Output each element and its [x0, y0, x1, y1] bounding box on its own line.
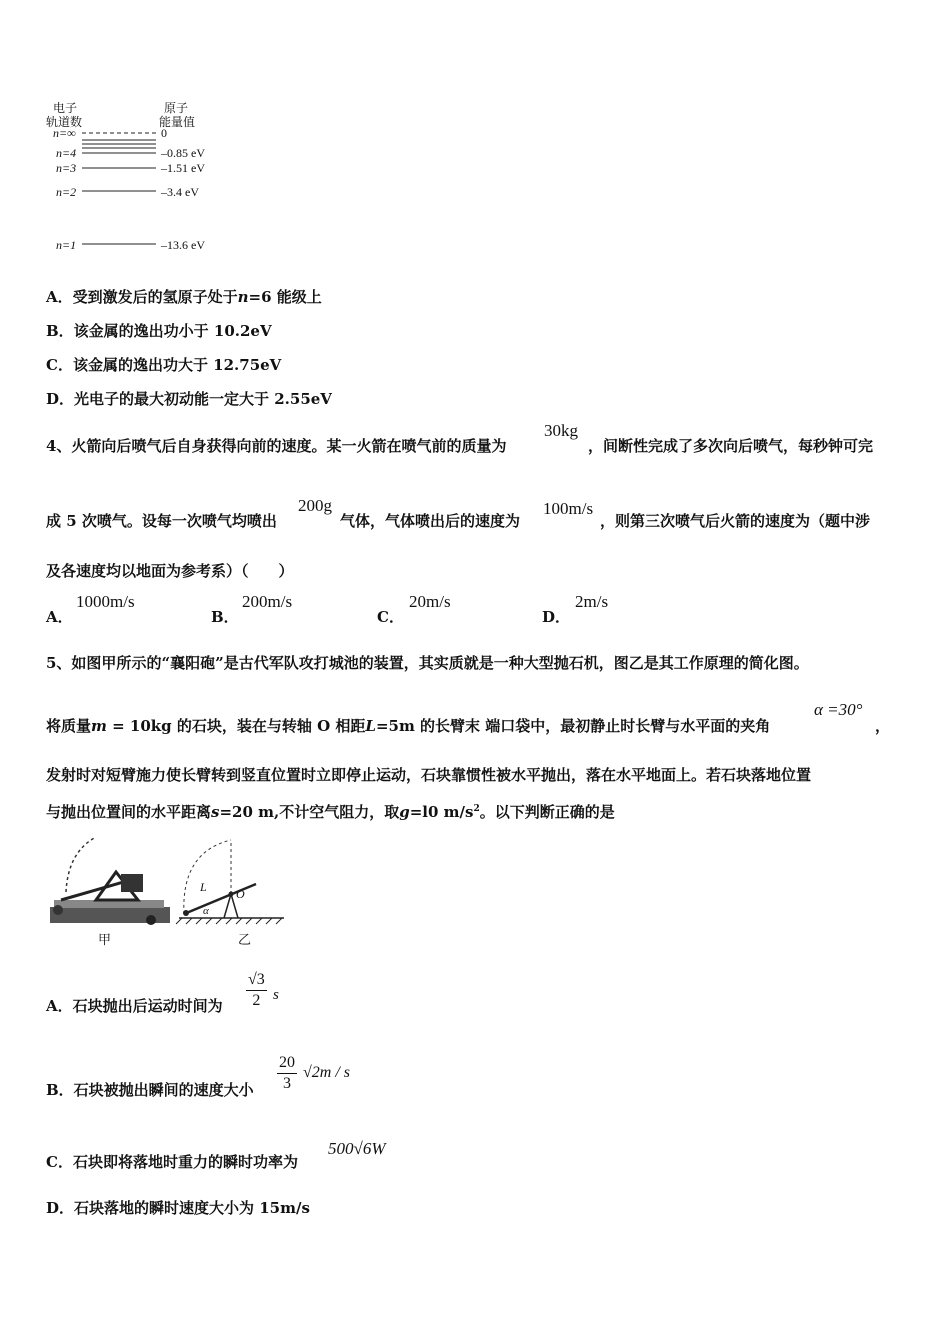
q5-line2-tail: ，: [875, 717, 891, 735]
q5-option-a-num: √3: [246, 970, 267, 991]
q4-gas-speed: 100m/s: [543, 499, 594, 518]
q4-line3: 及各速度均以地面为参考系）（ ）: [46, 562, 294, 580]
q5-line4-b: =20 m,不计空气阻力，取: [219, 803, 400, 821]
level-e-1: –13.6 eV: [161, 238, 205, 252]
q4-line2-head: 成 5 次喷气。设每一次喷气均喷出: [46, 512, 277, 530]
q3-option-a: [46, 286, 322, 307]
diagram-left-header-2: 轨道数: [46, 115, 83, 129]
q5-line4: [46, 801, 615, 822]
q5-line4-a: 与抛出位置间的水平距离: [46, 803, 212, 821]
q4-option-d-value: 2m/s: [575, 592, 609, 611]
diagram-right-header-2: 能量值: [159, 115, 196, 129]
q5-option-c: C．石块即将落地时重力的瞬时功率为: [46, 1153, 298, 1171]
figure-yi-diagram: [176, 840, 284, 924]
energy-level-lines: [80, 125, 160, 255]
q4-line1: 4、火箭向后喷气后自身获得向前的速度。某一火箭在喷气前的质量为: [46, 437, 507, 455]
q5-line2-c: =5m 的长臂末 端口袋中，最初静止时长臂与水平面的夹角: [375, 717, 771, 735]
q4-mass: 30kg: [544, 421, 578, 440]
q5-option-d: D．石块落地的瞬时速度大小为 15m/s: [46, 1199, 310, 1217]
q4-line2-tail: ，则第三次喷气后火箭的速度为（题中涉: [600, 512, 871, 530]
level-e-4: –0.85 eV: [161, 146, 205, 160]
trebuchet-figure: [46, 832, 291, 947]
fig-caption-jia: 甲: [98, 932, 112, 947]
q5-option-a: A．石块抛出后运动时间为: [46, 997, 223, 1015]
level-n-4: n=4: [56, 146, 77, 160]
q3-option-b: B．该金属的逸出功小于 10.2eV: [46, 322, 272, 340]
q4-option-c-value: 20m/s: [409, 592, 451, 611]
q5-option-b: B．石块被抛出瞬间的速度大小: [46, 1081, 254, 1099]
q3-option-a-var: n: [237, 288, 249, 306]
q5-option-b-fraction: [277, 1053, 297, 1094]
fig-label-O: O: [236, 887, 245, 901]
q5-line4-g: g: [399, 803, 410, 821]
diagram-right-header-1: 原子: [164, 101, 189, 115]
level-n-2: n=2: [56, 185, 77, 199]
q4-option-b-value: 200m/s: [242, 592, 293, 611]
q5-line4-sup: 2: [473, 804, 480, 814]
q5-option-b-den: 3: [283, 1075, 291, 1092]
q5-line4-d: 。以下判断正确的是: [479, 803, 615, 821]
q3-option-a-text: A．受到激发后的氢原子处于: [46, 288, 238, 306]
q5-option-a-den: 2: [252, 992, 261, 1009]
q5-line4-c: =l0 m/s: [409, 803, 474, 821]
q5-line2-m: m: [91, 717, 107, 735]
level-n-3: n=3: [56, 161, 77, 175]
q3-option-a-tail: =6 能级上: [248, 288, 322, 306]
q4-option-a-value: 1000m/s: [76, 592, 135, 611]
q5-line2-b: = 10kg 的石块，装在与转轴 O 相距: [106, 717, 366, 735]
q4-option-a-label: A．: [46, 608, 73, 626]
q4-line2-mid: 气体，气体喷出后的速度为: [340, 512, 521, 530]
q5-option-a-unit: s: [273, 987, 279, 1003]
q5-angle: α =30°: [814, 700, 863, 719]
q5-option-c-value: 500√6W: [328, 1139, 386, 1158]
q4-option-b-label: B．: [211, 608, 239, 626]
level-e-2: –3.4 eV: [161, 185, 199, 199]
level-n-inf: n=∞: [53, 126, 76, 140]
figure-jia-trebuchet: [50, 837, 170, 925]
q5-line1: 5、如图甲所示的“襄阳砲”是古代军队攻打城池的装置，其实质就是一种大型抛石机，图乙是其工作原理的简化图。: [46, 654, 809, 672]
q5-option-a-fraction: [246, 970, 267, 1011]
diagram-left-header-1: 电子: [53, 101, 78, 115]
q4-line1-tail: ，间断性完成了多次向后喷气，每秒钟可完: [588, 437, 874, 455]
q5-line2: [46, 715, 770, 736]
q3-option-c: C．该金属的逸出功大于 12.75eV: [46, 356, 282, 374]
q3-option-d: D．光电子的最大初动能一定大于 2.55eV: [46, 390, 332, 408]
q5-option-b-num: 20: [277, 1053, 297, 1074]
q4-gas-mass: 200g: [298, 496, 332, 515]
q5-line2-L: L: [365, 717, 376, 735]
level-e-3: –1.51 eV: [161, 161, 205, 175]
level-e-inf: 0: [161, 126, 167, 140]
q4-option-c-label: C．: [377, 608, 404, 626]
q5-line2-a: 将质量: [46, 717, 92, 735]
q4-option-d-label: D．: [542, 608, 571, 626]
q5-line3: 发射时对短臂施力使长臂转到竖直位置时立即停止运动，石块靠惯性被水平抛出，落在水平地面上。若石块落地位置: [46, 766, 812, 784]
fig-label-alpha: α: [203, 905, 209, 917]
fig-label-L: L: [200, 880, 207, 894]
q5-option-b-unit: √2m / s: [303, 1064, 351, 1081]
fig-caption-yi: 乙: [238, 932, 252, 947]
level-n-1: n=1: [56, 238, 77, 252]
q5-line4-s: s: [211, 803, 220, 821]
